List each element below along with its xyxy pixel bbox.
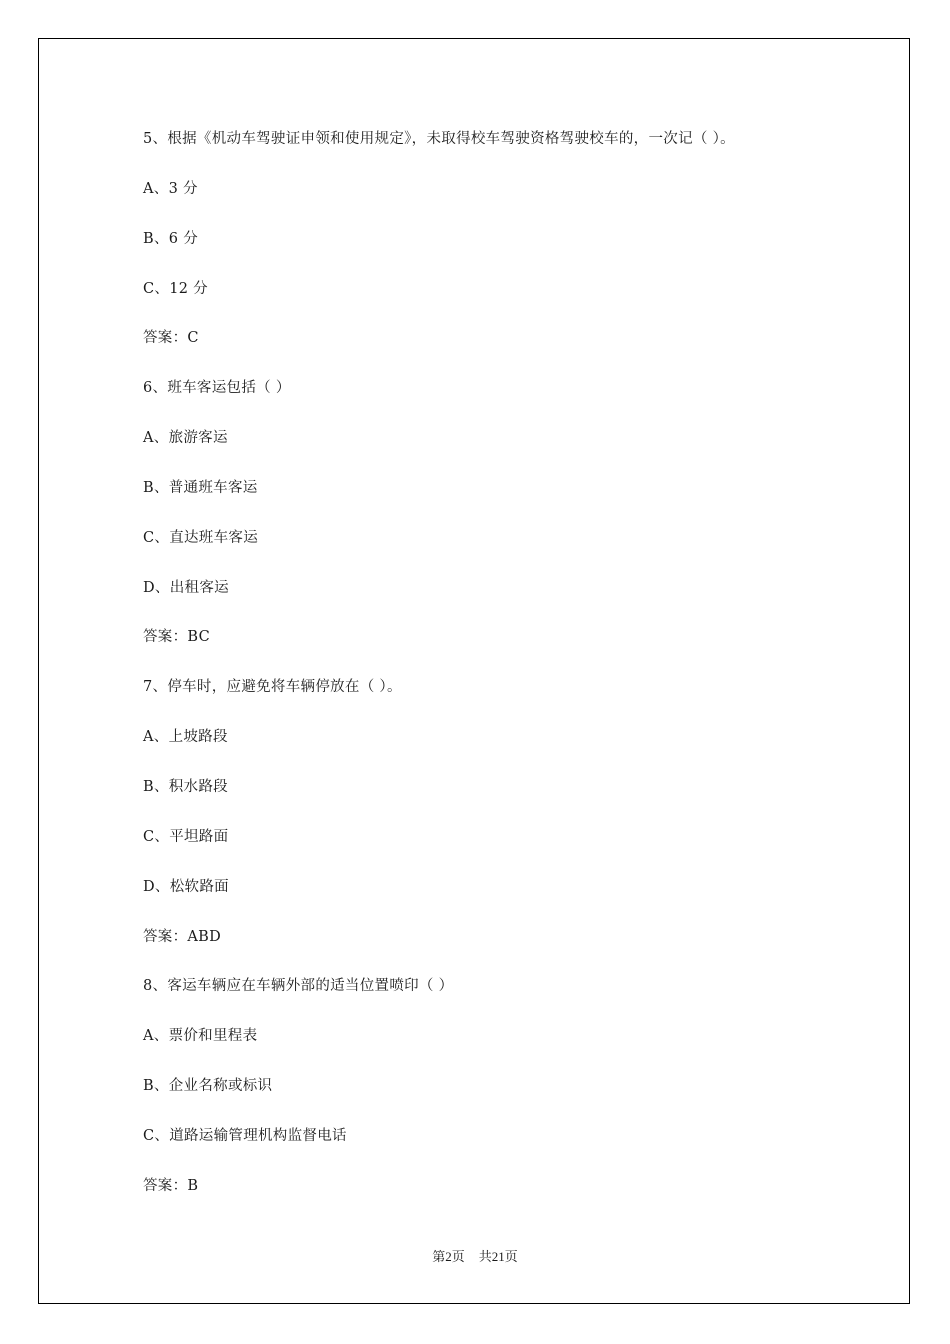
question-7-answer: 答案：ABD [143, 928, 222, 945]
page-number: 第2页 [432, 1249, 465, 1264]
question-8-option-b: B、企业名称或标识 [143, 1078, 273, 1095]
question-6-option-a: A、旅游客运 [143, 430, 228, 447]
question-6-option-c: C、直达班车客运 [143, 529, 258, 546]
question-8-option-c: C、道路运输管理机构监督电话 [143, 1127, 347, 1144]
question-5-option-b: B、6 分 [143, 230, 198, 247]
question-7-option-b: B、积水路段 [143, 778, 228, 795]
question-7-option-a: A、上坡路段 [143, 729, 228, 746]
question-7-option-d: D、松软路面 [143, 878, 229, 895]
question-6-text: 6、班车客运包括（ ） [143, 380, 291, 397]
question-8-answer: 答案：B [143, 1177, 199, 1194]
question-7-option-c: C、平坦路面 [143, 828, 229, 845]
question-7-text: 7、停车时，应避免将车辆停放在（ ）。 [143, 679, 402, 696]
question-6-answer: 答案：BC [143, 629, 211, 646]
page-total: 共21页 [478, 1249, 518, 1264]
question-5-answer: 答案：C [143, 330, 199, 347]
question-6-option-d: D、出租客运 [143, 579, 229, 596]
question-6-option-b: B、普通班车客运 [143, 479, 258, 496]
question-5-option-a: A、3 分 [143, 180, 198, 197]
question-5-text: 5、根据《机动车驾驶证申领和使用规定》，未取得校车驾驶资格驾驶校车的，一次记（ ）。 [143, 131, 735, 147]
question-8-option-a: A、票价和里程表 [143, 1028, 258, 1045]
page-footer [0, 1247, 950, 1267]
question-5-option-c: C、12 分 [143, 280, 208, 297]
document-body [143, 127, 863, 1224]
question-8-text: 8、客运车辆应在车辆外部的适当位置喷印（ ） [143, 978, 454, 995]
